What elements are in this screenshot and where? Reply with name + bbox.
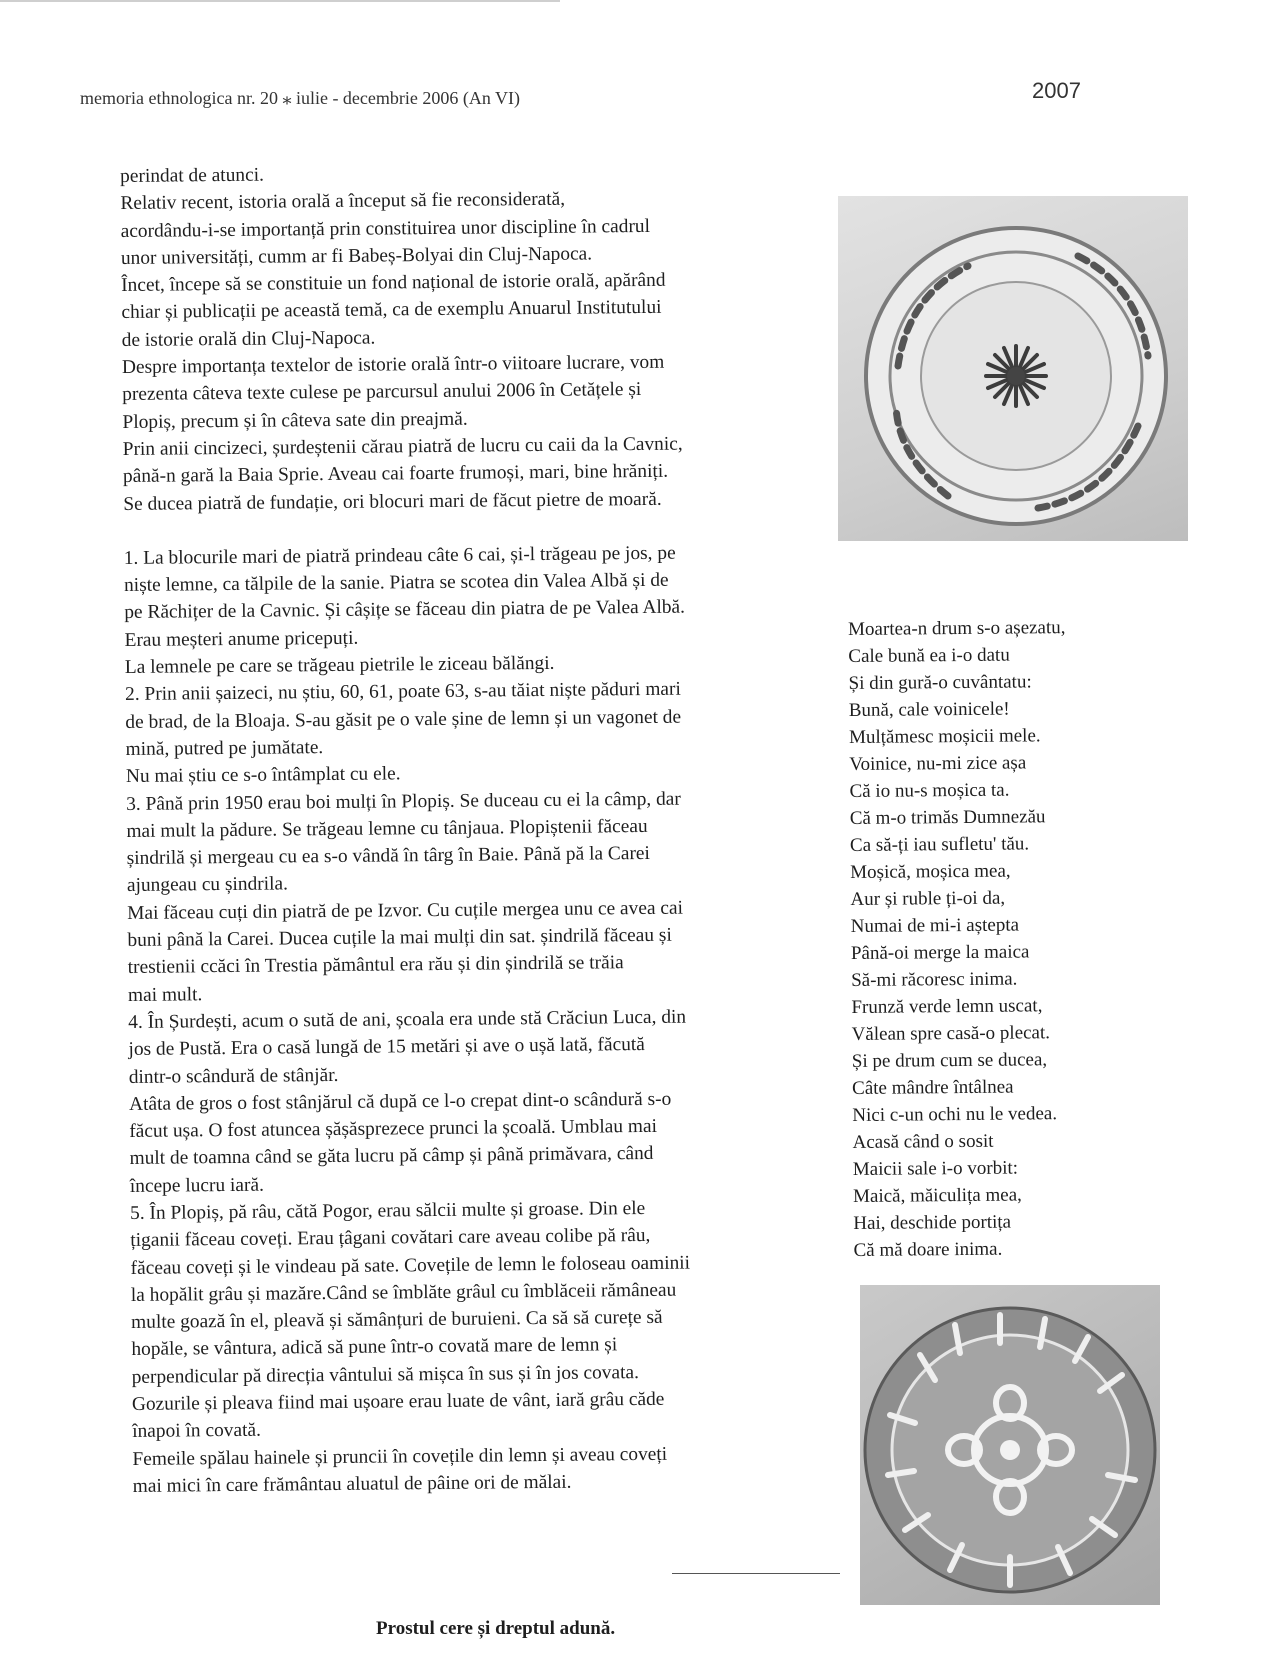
text-line: Nu mai știu ce s-o întâmplat cu ele. [125,763,401,788]
text-line: înapoi în covată. [132,1420,261,1443]
ceramic-plate-photo-top [838,196,1188,541]
poem-line: Aur și ruble ți-oi da, [850,887,1006,910]
page-number: 2007 [1032,78,1081,103]
text-line: mai mult. [127,983,203,1006]
poem-line: Să-mi răcoresc inima. [851,968,1018,991]
poem-line: Acasă când o sosit [852,1130,994,1153]
text-line: începe lucru iară. [129,1174,264,1197]
poem-column [848,613,1154,1264]
poem-line: Hai, deschide portița [853,1211,1012,1234]
text-line: unor universități, cumm ar fi Babeș-Bolyai din Cluj-Napoca. [120,243,593,269]
text-line: până-n gară la Baia Sprie. Aveau cai foarte frumoși, mari, bine hrăniți. [122,461,669,488]
text-line: La lemnele pe care se trăgeau pietrile le ziceau bălăngi. [124,652,555,679]
poem-line: Câte mândre întâlnea [852,1076,1014,1099]
text-line: prezenta câteva texte culese pe parcursul anului 2006 în Cetățele și [122,379,642,406]
footer-proverb: Prostul cere și dreptul adună. [376,1618,616,1639]
top-edge-rule [0,0,560,2]
text-line: mai mult la pădure. Se trăgeau lemne cu tânjaua. Plopiștenii făceau [126,815,648,842]
text-line: șindrilă și mergeau cu ea s-o vândă în târg în Baie. Până pă la Carei [126,843,650,870]
text-line: 1. La blocurile mari de piatră prindeau câte 6 cai, și-l trăgeau pe jos, pe [123,542,676,569]
text-line: de brad, de la Bloaja. S-au găsit pe o vale șine de lemn și un vagonet de [125,706,682,733]
text-line: țiganii făceau coveți. Erau țâgani covătari care aveau colibe pă râu, [130,1225,651,1252]
poem-line: Mulțămesc moșicii mele. [848,725,1041,748]
main-text-column [120,156,853,1500]
poem-line: Frunză verde lemn uscat, [851,995,1043,1018]
text-line: Plopiș, precum și în câteva sate din preajmă. [122,408,468,433]
poem-line: Până-oi merge la maica [850,941,1030,964]
text-line: Despre importanța textelor de istorie orală într-o viitoare lucrare, vom [121,351,665,379]
text-line: hopăle, se vântura, adică să pune într-o covată mare de lemn și [131,1334,618,1361]
poem-line: Și din gură-o cuvântatu: [848,671,1032,694]
text-line: trestienii ccăci în Trestia pământul era rău și din șindrilă se trăia [127,952,624,979]
text-line: Femeile spălau hainele și pruncii în covețile din lemn și aveau coveți [132,1443,668,1470]
poem-line: Nici c-un ochi nu le vedea. [852,1103,1058,1126]
text-line: Mai făceau cuți din piatră de pe Izvor. Cu cuțile mergea unu ce avea cai [127,897,684,924]
text-line: 4. În Șurdești, acum o sută de ani, școala era unde stă Crăciun Luca, din [128,1006,687,1033]
text-line: 2. Prin anii șaizeci, nu știu, 60, 61, poate 63, s-au tăiat niște păduri mari [125,678,681,706]
text-line: dintr-o scândură de stânjăr. [128,1064,339,1088]
poem-line: Ca să-ți iau sufletu' tău. [849,833,1030,856]
text-line: niște lemne, ca tălpile de la sanie. Piatra se scotea din Valea Albă și de [123,569,669,597]
text-line: făcut ușa. O fost atuncea șășăsprezece prunci la școală. Umblau mai [129,1115,658,1143]
poem-line: Cale bună ea i-o datu [848,644,1010,667]
text-line: Prin anii cincizeci, șurdeștenii cărau piatră de lucru cu caii da la Cavnic, [122,433,683,460]
poem-line: Și pe drum cum se ducea, [851,1049,1048,1072]
ceramic-plate-image [860,1285,1160,1605]
text-line: Erau meșteri anume pricepuți. [124,627,359,651]
text-line: Gozurile și pleava fiind mai ușoare erau luate de vânt, iară grâu căde [131,1388,665,1416]
text-line: mai mici în care frământau aluatul de pâine ori de mălai. [132,1471,572,1497]
text-line: de istorie orală din Cluj-Napoca. [121,327,376,351]
text-line: la hopălit grâu și mazăre.Când se îmblăte grâul cu îmblăceii rămâneau [130,1279,677,1306]
poem-line: Moartea-n drum s-o așezatu, [848,617,1066,640]
text-line: perindat de atunci. [120,164,264,187]
poem-line: Că mă doare inima. [853,1238,1003,1261]
text-line: Atâta de gros o fost stânjărul că după ce l-o crepat dint-o scândură s-o [128,1088,672,1115]
poem-line: Moșică, moșica mea, [850,860,1011,883]
poem-line: Numai de mi-i aștepta [850,914,1020,937]
poem-line: Că io nu-s moșica ta. [849,779,1010,802]
text-line: 3. Până prin 1950 erau boi mulți în Plopiș. Se duceau cu ei la câmp, dar [126,788,681,815]
text-line: pe Răchițer de la Cavnic. Și câșițe se făceau din piatra de pe Valea Albă. [124,597,686,624]
poem-line: Maicii sale i-o vorbit: [852,1157,1019,1180]
text-line: chiar și publicații pe această temă, ca de exemplu Anuarul Institutului [121,297,662,324]
poem-line: Că m-o trimăs Dumnezău [849,806,1046,829]
ceramic-plate-photo-bottom [860,1285,1160,1605]
journal-header: memoria ethnologica nr. 20 ⁎ iulie - decembrie 2006 (An VI) [80,88,521,108]
text-line: Relativ recent, istoria orală a început să fie reconsiderată, [120,189,566,215]
text-line: mină, putred pe jumătate. [125,737,324,760]
text-line: multe goază în el, pleavă și sămânțuri de buruieni. Ca să să curețe să [131,1307,663,1334]
text-line: perpendicular pă direcția vântului să mișca în sus și în jos covata. [131,1361,639,1388]
text-line: ajungeau cu șindrila. [126,873,289,897]
poem-line: Maică, măiculița mea, [852,1184,1022,1207]
poem-line: Bună, cale voinicele! [848,698,1010,721]
text-line: buni până la Carei. Ducea cuțile la mai mulți din sat. șindrilă făceau și [127,924,672,951]
poem-line: Vălean spre casă-o plecat. [851,1022,1051,1045]
text-line: acordându-i-se importanță prin constituirea unor discipline în cadrul [120,215,651,242]
signature-rule [672,1573,840,1574]
text-line: Încet, începe să se constituie un fond național de istorie orală, apărând [121,269,666,297]
text-line: Se ducea piatră de fundație, ori blocuri mari de făcut pietre de moară. [123,488,662,515]
text-line: jos de Pustă. Era o casă lungă de 15 metări și ave o ușă lată, făcută [128,1034,645,1061]
text-line: 5. În Plopiș, pă râu, cătă Pogor, erau sălcii multe și groase. Din ele [129,1197,646,1224]
text-line: mult de toamna când se găta lucru pă câmp și până primăvara, când [129,1143,654,1170]
poem-line: Voinice, nu-mi zice așa [849,752,1027,775]
ceramic-plate-image [838,196,1188,541]
text-line: făceau coveți și le vindeau pă sate. Covețile de lemn le foloseau oaminii [130,1252,691,1279]
